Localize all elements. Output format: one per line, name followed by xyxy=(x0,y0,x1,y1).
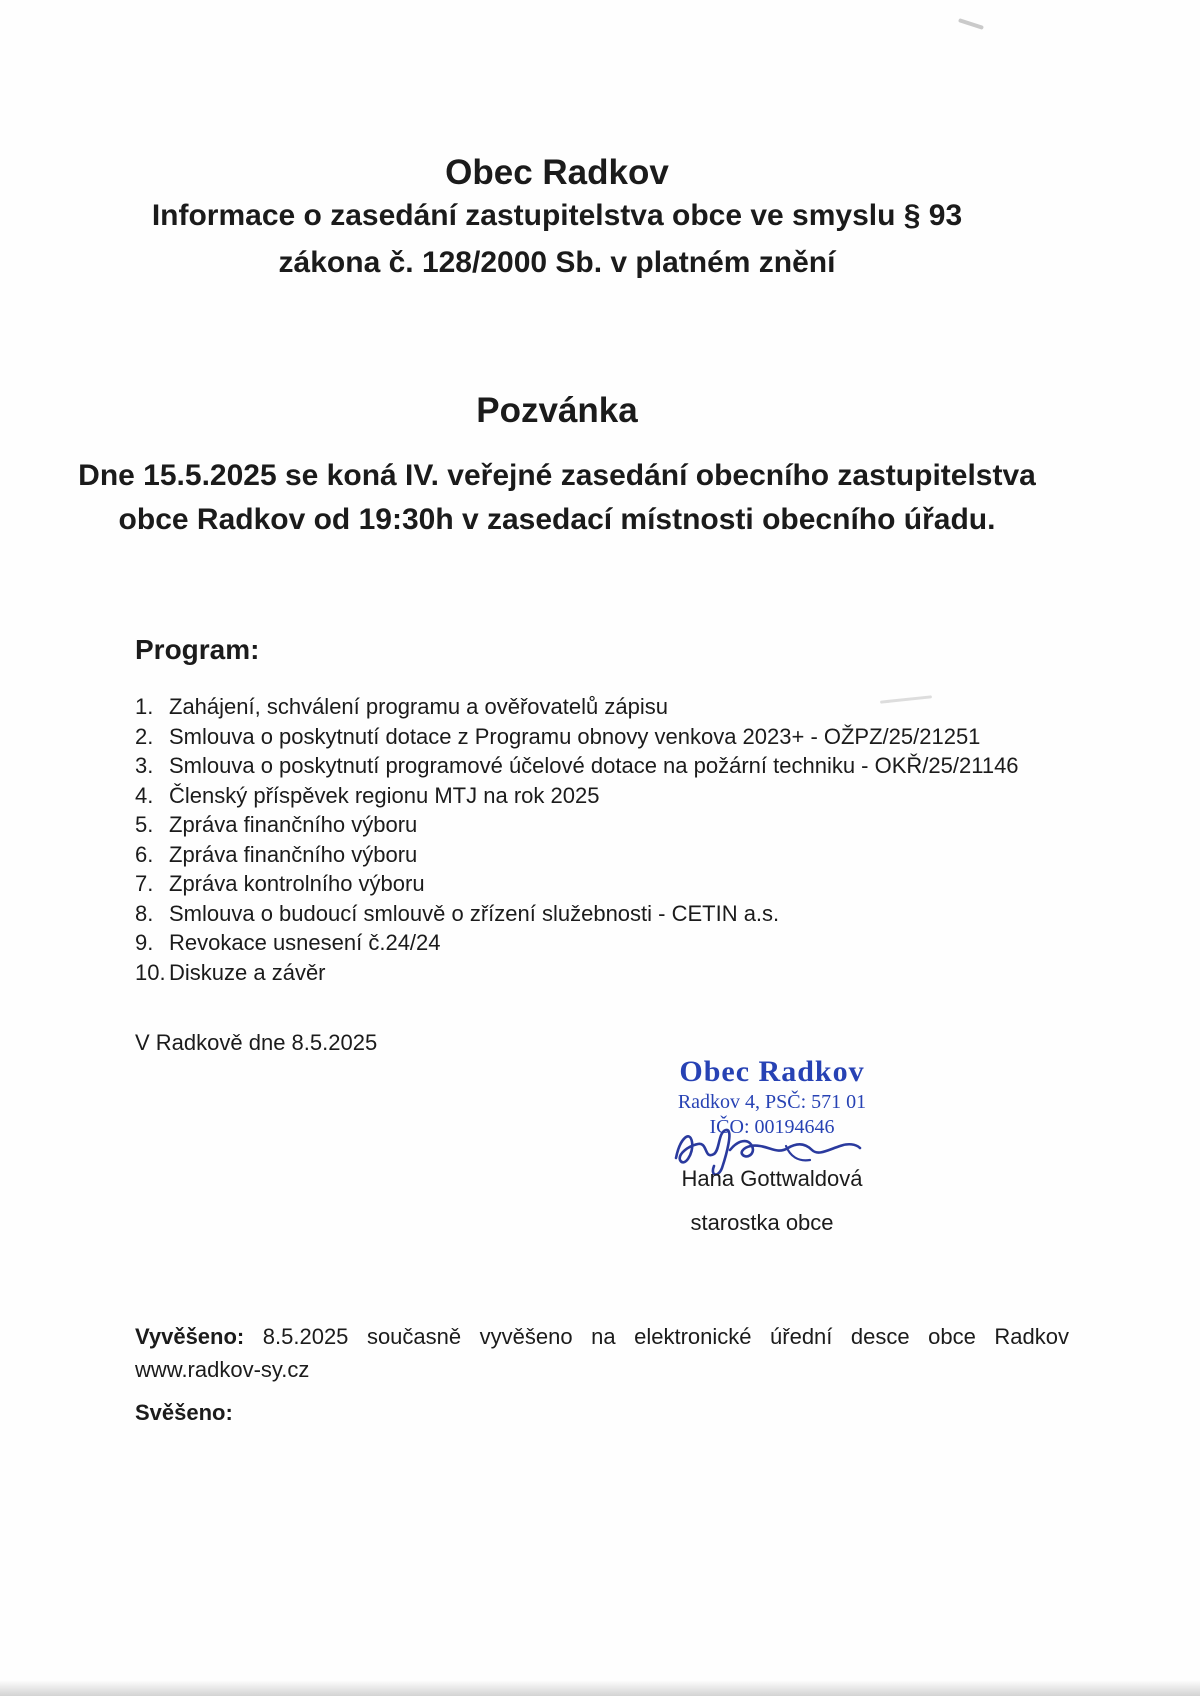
program-item: Zahájení, schválení programu a ověřovatelů zápisu xyxy=(169,694,668,719)
stamp-municipality-name: Obec Radkov xyxy=(679,1055,865,1088)
signer-name: Hana Gottwaldová xyxy=(681,1166,863,1191)
posted-label: Vyvěšeno: xyxy=(135,1324,245,1349)
place-and-date-line: V Radkově dne 8.5.2025 xyxy=(135,1030,378,1055)
posted-url: www.radkov-sy.cz xyxy=(135,1357,310,1382)
scan-edge-shadow xyxy=(0,1680,1200,1696)
program-label: Program: xyxy=(135,634,260,665)
invitation-heading: Pozvánka xyxy=(476,391,638,431)
document-title: Obec Radkov xyxy=(445,153,669,193)
removed-label: Svěšeno: xyxy=(135,1400,233,1425)
stamp-ico-number: IČO: 00194646 xyxy=(709,1116,835,1138)
document-subtitle-line1: Informace o zasedání zastupitelstva obce ve smyslu § 93 xyxy=(151,199,963,232)
program-item: Členský příspěvek regionu MTJ na rok 2025 xyxy=(169,782,600,808)
program-item: Diskuze a závěr xyxy=(169,959,326,985)
program-item: Zpráva finančního výboru xyxy=(169,812,418,837)
document-subtitle-line2: zákona č. 128/2000 Sb. v platném znění xyxy=(278,246,836,279)
program-item: Smlouva o poskytnutí programové účelové dotace na požární techniku - OKŘ/25/21146 xyxy=(169,753,1019,778)
posted-text: 8.5.2025 současně vyvěšeno na elektronické úřední desce obce Radkov xyxy=(262,1324,1069,1349)
signer-title: starostka obce xyxy=(690,1210,834,1235)
program-item: Smlouva o poskytnutí dotace z Programu obnovy venkova 2023+ - OŽPZ/25/21251 xyxy=(169,723,981,749)
program-item: Zpráva kontrolního výboru xyxy=(169,871,425,896)
invitation-paragraph: Dne 15.5.2025 se koná IV. veřejné zasedání obecního zastupitelstva obce Radkov od 19:30h v zasedací místnosti obecního úřadu. xyxy=(78,459,1036,536)
program-item: Smlouva o budoucí smlouvě o zřízení služebnosti - CETIN a.s. xyxy=(169,900,780,926)
program-list xyxy=(135,692,1035,987)
program-item: Revokace usnesení č.24/24 xyxy=(169,930,441,955)
document-subtitle xyxy=(0,192,1114,286)
scan-artifact xyxy=(958,18,984,30)
program-item: Zpráva finančního výboru xyxy=(169,841,418,867)
stamp-address: Radkov 4, PSČ: 571 01 xyxy=(677,1091,867,1113)
posted-line xyxy=(135,1320,1069,1386)
